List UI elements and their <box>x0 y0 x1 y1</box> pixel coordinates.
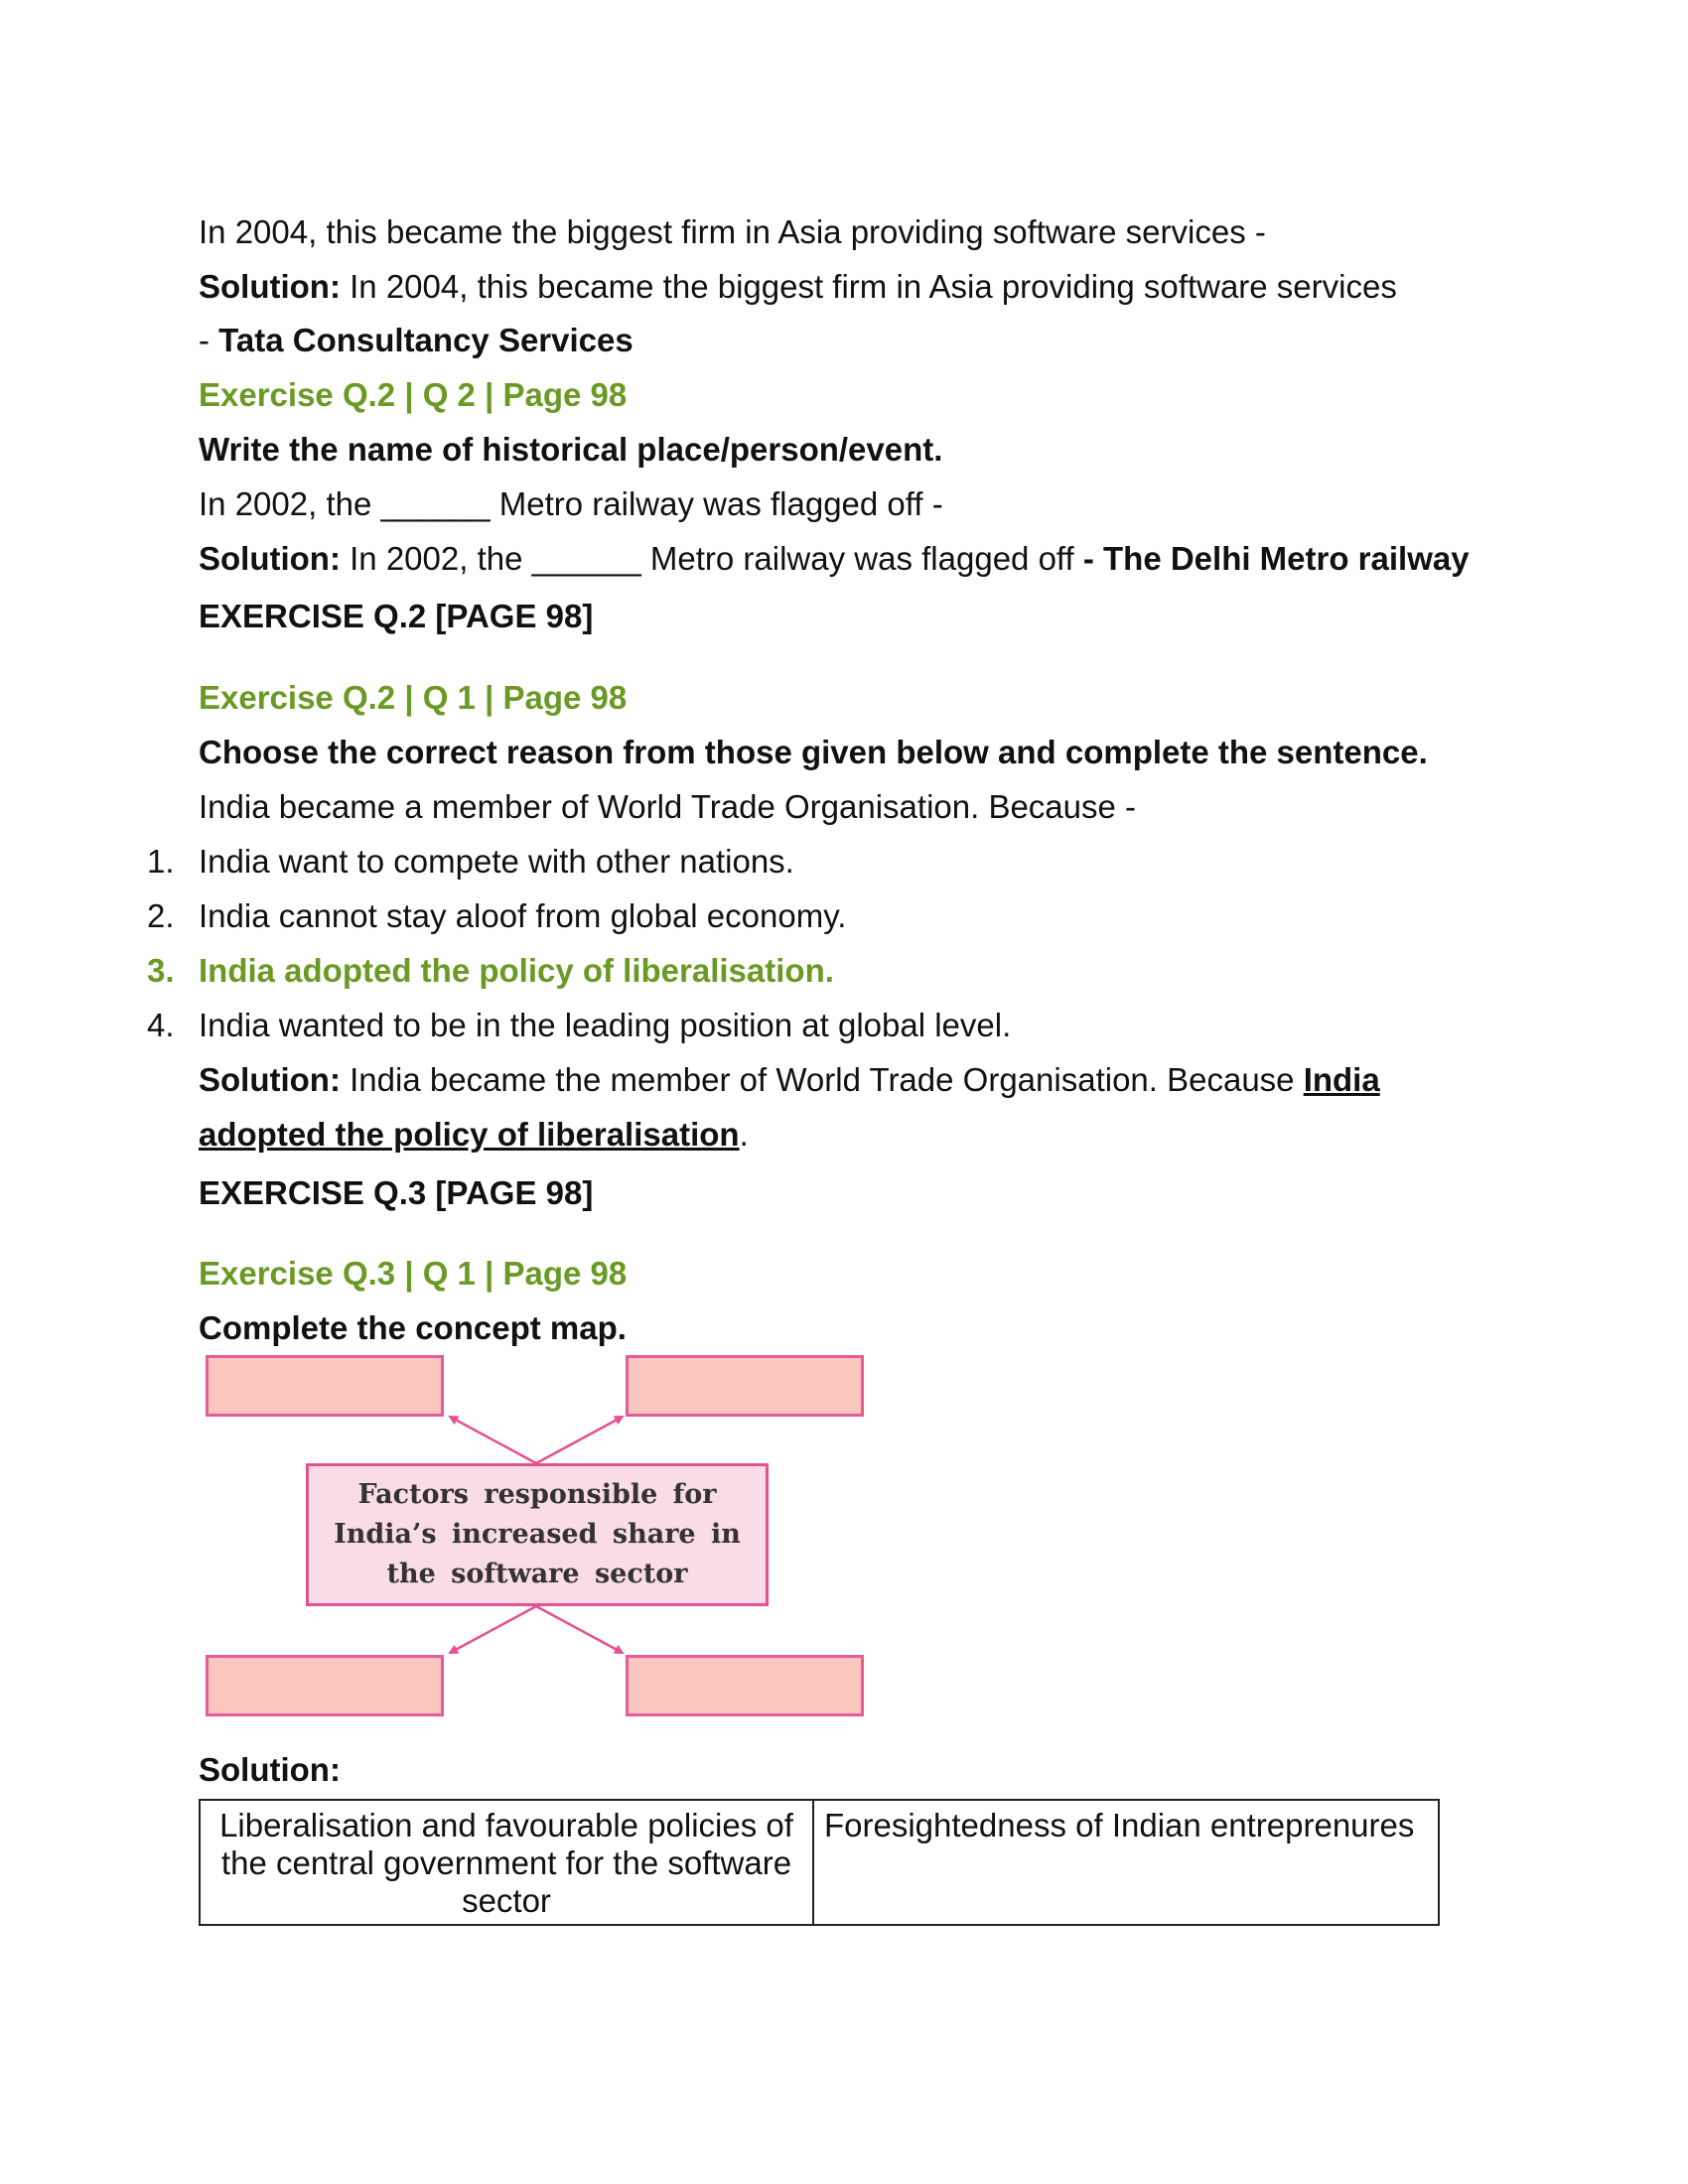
section-heading: EXERCISE Q.3 [PAGE 98] <box>199 1174 594 1211</box>
answer-text: India <box>1303 1061 1380 1098</box>
option-item <box>147 842 794 882</box>
concept-center-text: Factors responsible for India’s increased share in the software sector <box>334 1479 741 1589</box>
section-heading: EXERCISE Q.2 [PAGE 98] <box>199 598 594 634</box>
concept-box-top-left <box>206 1355 444 1417</box>
question-text: In 2002, the ______ Metro railway was flagged off - <box>199 485 943 522</box>
answer-end: . <box>739 1116 749 1153</box>
option-number: 2. <box>147 897 175 934</box>
option-text: India wanted to be in the leading position at global level. <box>199 1007 1012 1043</box>
concept-center-box <box>306 1463 769 1606</box>
exercise-heading: Exercise Q.2 | Q 2 | Page 98 <box>199 376 628 413</box>
concept-box-top-right <box>626 1355 864 1417</box>
instruction-text: Complete the concept map. <box>199 1309 627 1346</box>
option-number: 1. <box>147 843 175 880</box>
solution-text: India became the member of World Trade Organisation. Because <box>340 1061 1304 1098</box>
table-cell: Liberalisation and favourable policies of the central government for the software sector <box>200 1800 813 1925</box>
answer-text: adopted the policy of liberalisation <box>199 1116 740 1153</box>
solution-line-cont <box>199 1115 749 1155</box>
answer-text: Tata Consultancy Services <box>218 322 633 358</box>
option-item <box>147 1006 1012 1045</box>
solution-line <box>199 1060 1380 1100</box>
solution-text: In 2004, this became the biggest firm in Asia providing software services <box>340 268 1397 305</box>
option-text: India cannot stay aloof from global economy. <box>199 897 847 934</box>
table-cell: Foresightedness of Indian entreprenures <box>813 1800 1439 1925</box>
option-number: 3. <box>147 952 175 989</box>
option-number: 4. <box>147 1007 175 1043</box>
question-text: India became a member of World Trade Organisation. Because - <box>199 788 1137 825</box>
answer-text: - The Delhi Metro railway <box>1082 540 1470 577</box>
arrow-top-left <box>450 1417 536 1463</box>
option-text: India want to compete with other nations. <box>199 843 794 880</box>
solution-label: Solution: <box>199 540 341 577</box>
concept-box-bottom-left <box>206 1655 444 1716</box>
arrow-bottom-left <box>450 1606 536 1653</box>
table-row <box>200 1800 1439 1925</box>
option-item <box>147 896 847 936</box>
exercise-heading: Exercise Q.3 | Q 1 | Page 98 <box>199 1255 628 1292</box>
arrow-top-right <box>536 1417 623 1463</box>
solution-label: Solution: <box>199 268 341 305</box>
solution-line <box>199 539 1470 579</box>
solution-text: In 2002, the ______ Metro railway was flagged off <box>340 540 1083 577</box>
solution-table <box>199 1799 1440 1926</box>
question-text: In 2004, this became the biggest firm in Asia providing software services - <box>199 213 1266 250</box>
answer-line <box>199 321 633 360</box>
answer-prefix: - <box>199 322 219 358</box>
option-item-correct <box>147 951 834 991</box>
concept-map <box>199 1350 894 1727</box>
solution-line <box>199 267 1397 307</box>
solution-label: Solution: <box>199 1061 341 1098</box>
exercise-heading: Exercise Q.2 | Q 1 | Page 98 <box>199 679 628 716</box>
instruction-text: Write the name of historical place/person/event. <box>199 431 943 468</box>
arrow-bottom-right <box>536 1606 623 1653</box>
concept-box-bottom-right <box>626 1655 864 1716</box>
instruction-text: Choose the correct reason from those given below and complete the sentence. <box>199 734 1428 770</box>
solution-label: Solution: <box>199 1751 341 1788</box>
option-text: India adopted the policy of liberalisation. <box>199 952 834 989</box>
